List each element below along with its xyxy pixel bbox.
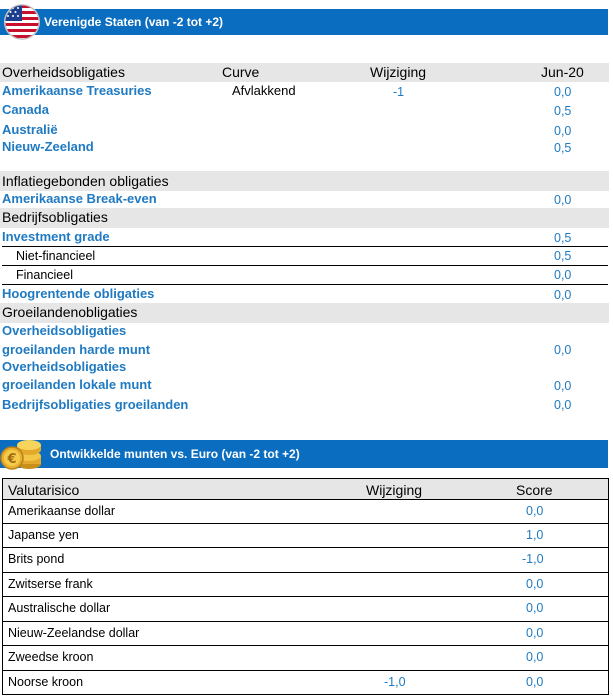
- em-row-label: groeilanden lokale munt: [2, 377, 152, 392]
- gov-row-change: -1: [393, 85, 405, 99]
- row-divider: [2, 523, 609, 524]
- inflation-row-value: 0,0: [554, 193, 572, 207]
- gov-row-value: 0,0: [554, 124, 572, 138]
- currency-row-score: 0,0: [526, 650, 544, 664]
- row-divider: [2, 547, 609, 548]
- currency-row-label: Zweedse kroon: [8, 650, 94, 664]
- gov-row-value: 0,5: [554, 104, 572, 118]
- currency-row-score: 1,0: [526, 528, 544, 542]
- col-header-change: Wijziging: [366, 482, 423, 498]
- currency-row-label: Noorse kroon: [8, 675, 84, 689]
- currency-row-score: 0,0: [526, 577, 544, 591]
- currency-row-label: Amerikaanse dollar: [8, 504, 115, 518]
- row-divider: [2, 645, 609, 646]
- em-row-value: 0,0: [554, 398, 572, 412]
- section-title: Ontwikkelde munten vs. Euro (van -2 tot +2): [50, 447, 300, 461]
- row-divider: [2, 246, 608, 247]
- currency-row-label: Nieuw-Zeelandse dollar: [8, 626, 140, 640]
- col-header-curve: Curve: [222, 64, 260, 80]
- corporate-row-label: Hoogrentende obligaties: [2, 286, 155, 301]
- gov-row-value: 0,0: [554, 85, 572, 99]
- em-row-label: Overheidsobligaties: [2, 359, 127, 374]
- corporate-row-label: Investment grade: [2, 229, 110, 244]
- row-divider: [2, 572, 609, 573]
- gov-row-label: Amerikaanse Treasuries: [2, 83, 152, 98]
- currency-row-label: Australische dollar: [8, 601, 111, 615]
- corporate-header: Bedrijfsobligaties: [2, 209, 108, 225]
- row-divider: [2, 499, 609, 500]
- section-title: Verenigde Staten (van -2 tot +2): [44, 15, 224, 29]
- em-row-label: groeilanden harde munt: [2, 342, 151, 357]
- section-header-us: [0, 9, 608, 35]
- section-header-currency: [0, 440, 608, 468]
- col-header-change: Wijziging: [370, 64, 427, 80]
- table-right-border: [608, 478, 609, 695]
- gov-row-value: 0,5: [554, 141, 572, 155]
- currency-row-score: 0,0: [526, 601, 544, 615]
- row-divider: [2, 596, 609, 597]
- corporate-row-value: 0,5: [554, 231, 572, 245]
- gov-row-label: Australië: [2, 122, 58, 137]
- currency-row-score: 0,0: [526, 504, 544, 518]
- currency-row-change: -1,0: [384, 675, 406, 689]
- currency-row-score: 0,0: [526, 626, 544, 640]
- col-header-currency: Valutarisico: [8, 482, 80, 498]
- gov-row-curve: Afvlakkend: [232, 83, 296, 98]
- currency-row-score: -1,0: [522, 552, 544, 566]
- currency-row-label: Japanse yen: [8, 528, 79, 542]
- em-row-label: Overheidsobligaties: [2, 323, 127, 338]
- em-row-label: Bedrijfsobligaties groeilanden: [2, 397, 189, 412]
- inflation-row-label: Amerikaanse Break-even: [2, 191, 157, 206]
- row-divider: [2, 670, 609, 671]
- row-divider: [2, 265, 608, 266]
- euro-coins-icon: [0, 436, 44, 472]
- gov-row-label: Nieuw-Zeeland: [2, 139, 94, 154]
- table-bottom-border: [2, 694, 609, 695]
- corporate-row-value: 0,0: [554, 288, 572, 302]
- currency-row-label: Brits pond: [8, 552, 65, 566]
- gov-row-label: Canada: [2, 102, 49, 117]
- inflation-header: Inflatiegebonden obligaties: [2, 173, 169, 189]
- col-header-category: Overheidsobligaties: [2, 64, 125, 80]
- col-header-month: Jun-20: [541, 64, 584, 80]
- table-left-border: [2, 478, 3, 695]
- corporate-row-value: 0,5: [554, 249, 572, 263]
- em-row-value: 0,0: [554, 379, 572, 393]
- em-row-value: 0,0: [554, 343, 572, 357]
- us-flag-icon: [3, 3, 41, 41]
- corporate-row-label: Financieel: [16, 268, 73, 282]
- currency-row-score: 0,0: [526, 675, 544, 689]
- corporate-row-label: Niet-financieel: [16, 249, 96, 263]
- row-divider: [2, 621, 609, 622]
- svg-text:€: €: [7, 452, 17, 467]
- em-header: Groeilandenobligaties: [2, 304, 138, 320]
- row-divider: [2, 284, 608, 285]
- col-header-score: Score: [516, 482, 553, 498]
- corporate-row-value: 0,0: [554, 268, 572, 282]
- currency-row-label: Zwitserse frank: [8, 577, 93, 591]
